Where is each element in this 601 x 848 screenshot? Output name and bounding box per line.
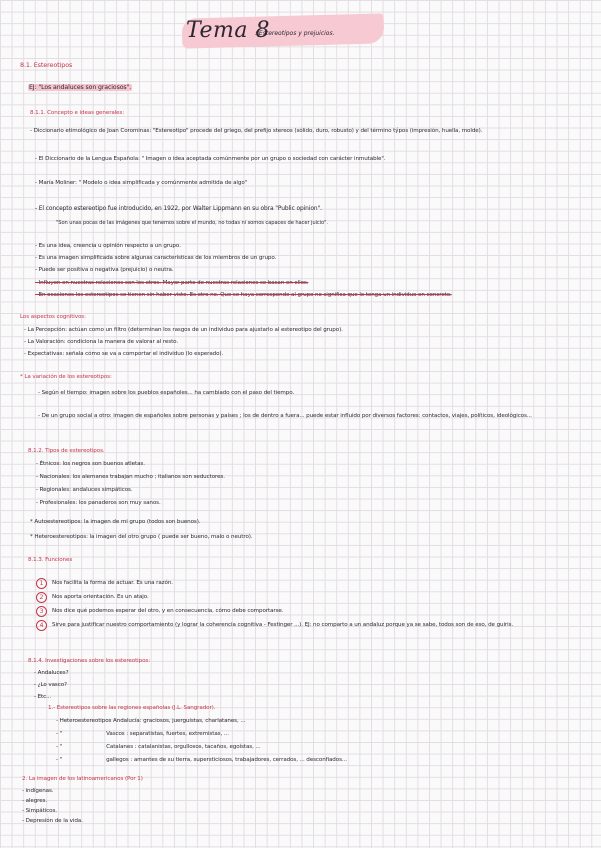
bullet-influyen: - Influyen en nuestras relaciones con los otros. Mayor parte de nuestras relaciones se basan en ellos. <box>35 280 309 286</box>
hetero-row-catalanes: - " Catalanes : catalanistas, orgullosos, tacaños, egoístas, ... <box>56 744 261 750</box>
funciones-heading: 8.1.3. Funciones <box>28 557 73 563</box>
example-line: EJ: "Los andaluces son graciosos". <box>29 84 132 91</box>
def-moliner: - María Moliner: " Modelo o idea simplificada y comúnmente admitida de algo" <box>35 180 248 186</box>
hetero-row-gallegos: - " gallegos : amantes de su tierra, supersticiosos, trabajadores, cerrados, ... desconfiados... <box>56 757 347 763</box>
latam-indigenas: - indígenas. <box>22 788 54 794</box>
variacion-grupo: - De un grupo social a otro: imagen de españoles sobre personas y países ; los de dentro a fuera... puede estar influido por diversos factores: contactos, viajes, políticos, ideológicos... <box>38 413 532 419</box>
funcion-1: Nos facilita la forma de actuar. Es una razón. <box>52 580 173 586</box>
tipos-heading: 8.1.2. Tipos de estereotipos. <box>28 448 105 454</box>
hetero-row-vascos: - " Vascos : separatistas, fuertes, extremistas, ... <box>56 731 229 737</box>
bullet-ocasiones: - En ocasiones los estereotipos se tienen sin haber visto. Es otro no. Que se haya corresponde al grupo no significa que lo tenga un individuo en concreto. <box>35 292 452 298</box>
section-2-heading: 2. La imagen de los latinoamericanos (Por 1) <box>22 776 143 782</box>
subsection-8-1-1-heading: 8.1.1. Concepto e ideas generales: <box>30 110 125 116</box>
funcion-4: Sirve para justificar nuestro comportamiento (y lograr la coherencia cognitiva - Festinger ...). EJ: no comparto a un andaluz porque ya se sabe, todos son de eso, de guiris. <box>52 622 514 628</box>
investigacion-etc: - Etc... <box>34 694 52 700</box>
funcion-3: Nos dice qué podemos esperar del otro, y en consecuencia, cómo debe comportarse. <box>52 608 284 614</box>
funcion-number-4: 4 <box>36 620 47 631</box>
bullet-idea: - Es una idea, creencia u opinión respecto a un grupo. <box>35 243 181 249</box>
section-8-1-heading: 8.1. Estereotipos <box>20 61 73 69</box>
tipo-nacionales: - Nacionales: los alemanes trabajan mucho ; italianos son seductores. <box>36 474 225 480</box>
tipo-regionales: - Regionales: andaluces simpáticos. <box>36 487 133 493</box>
def-corominas: - Diccionario etimológico de Joan Corominas: "Estereotipo" procede del griego, del prefijo stereos (sólido, duro, robusto) y del término týpos (impresión, huella, molde). <box>30 128 483 134</box>
aspecto-expectativas: - Expectativas: señala cómo se va a comportar el individuo (lo esperado). <box>24 351 224 357</box>
latam-alegres: - alegres. <box>22 798 48 804</box>
page-title: Tema 8 <box>186 18 270 43</box>
sangrador-heading: 1.- Estereotipos sobre las regiones españolas (J.L. Sangrador). <box>48 705 216 711</box>
bullet-imagen: - Es una imagen simplificada sobre algunas características de los miembros de un grupo. <box>35 255 277 261</box>
funcion-number-2: 2 <box>36 592 47 603</box>
tipo-profesionales: - Profesionales: los panaderos son muy sanos. <box>36 500 161 506</box>
autoestereotipos: * Autoestereotipos: la imagen de mi grupo (todos son buenos). <box>30 519 201 525</box>
investigacion-vasco: - ¿Lo vasco? <box>34 682 67 688</box>
lippmann-quote: "Son unas pocas de las imágenes que tenemos sobre el mundo, no todas ni somos capaces de hacer juicio". <box>56 220 328 226</box>
aspecto-percepcion: - La Percepción: actúan como un filtro (determinan los rasgos de un individuo para ajustarlo al estereotipo del grupo). <box>24 327 343 333</box>
tipo-etnicos: - Étnicos: los negros son buenos atletas. <box>36 461 145 467</box>
def-lippmann: - El concepto estereotipo fue introducido, en 1922, por Walter Lippmann en su obra "Public opinion". <box>35 206 322 212</box>
bullet-positiva: - Puede ser positiva o negativa (prejuicio) o neutra. <box>35 267 174 273</box>
investigaciones-heading: 8.1.4. Investigaciones sobre los estereotipos: <box>28 658 151 664</box>
variacion-tiempo: - Según el tiempo: imagen sobre los pueblos españoles... ha cambiado con el paso del tiempo. <box>38 390 295 396</box>
funcion-number-3: 3 <box>36 606 47 617</box>
aspecto-valoracion: - La Valoración: condiciona la manera de valorar al resto. <box>24 339 179 345</box>
page-subtitle: : Estereotipos y prejuicios. <box>255 30 335 37</box>
funcion-number-1: 1 <box>36 578 47 589</box>
investigacion-andaluces: - Andaluces? <box>34 670 69 676</box>
heteroestereotipos: * Heteroestereotipos: la imagen del otro grupo ( puede ser bueno, malo o neutro). <box>30 534 253 540</box>
aspectos-heading: Los aspectos cognitivos: <box>20 314 86 320</box>
hetero-row-andalucia: - Heteroestereotipos Andalucía: graciosos, juerguistas, charlatanes, ... <box>56 718 246 724</box>
variacion-heading: * La variación de los estereotipos: <box>20 374 112 380</box>
latam-depresion: - Depresión de la vida. <box>22 818 83 824</box>
latam-simpaticos: - Simpáticos. <box>22 808 57 814</box>
def-rae: - El Diccionario de la Lengua Española: " Imagen o idea aceptada comúnmente por un grupo o sociedad con carácter inmutable". <box>35 156 386 162</box>
funcion-2: Nos aporta orientación. Es un atajo. <box>52 594 149 600</box>
